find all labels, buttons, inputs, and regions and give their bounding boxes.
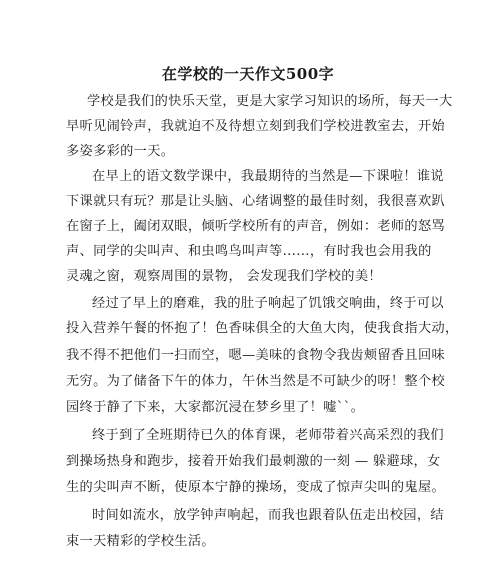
- paragraph-line: 投入营养午餐的怀抱了！色香味俱全的大鱼大肉，使我食指大动，: [66, 321, 459, 336]
- paragraph-line: 多姿多彩的一天。: [66, 144, 175, 159]
- paragraph-line: 束一天精彩的学校生活。: [66, 534, 215, 549]
- paragraph-line: 我不得不把他们一扫而空，嗯—美味的食物令我齿颊留香且回味: [66, 348, 446, 363]
- paragraph-line: 在早上的语文数学课中，我最期待的当然是—下课啦！谁说: [92, 169, 444, 184]
- paragraph-line: 在窗子上，阖闭双眼，倾听学校所有的声音，例如：老师的怒骂: [66, 219, 446, 234]
- paragraph-line: 学校是我们的快乐天堂，更是大家学习知识的场所，每天一大: [87, 94, 453, 109]
- paragraph-line: 园终于静了下来，大家都沉浸在梦乡里了！嘘``。: [66, 400, 365, 415]
- paragraph-line: 到操场热身和跑步，接着开始我们最刺激的一刻 — 躲避球，女: [66, 454, 441, 469]
- paragraph-line: 早听见闹铃声，我就迫不及待想立刻到我们学校进教室去，开始: [66, 119, 446, 134]
- paragraph-line: 声、同学的尖叫声、和虫鸣鸟叫声等......，有时我也会用我的: [66, 244, 432, 259]
- paragraph-line: 终于到了全班期待已久的体育课，老师带着兴高采烈的我们: [92, 428, 444, 443]
- paragraph-line: 生的尖叫声不断，使原本宁静的操场，变成了惊声尖叫的鬼屋。: [66, 480, 446, 495]
- paragraph-line: 时间如流水，放学钟声响起，而我也跟着队伍走出校园，结: [92, 508, 444, 523]
- paragraph-line: 灵魂之窗，观察周围的景物， 会发现我们学校的美！: [66, 269, 382, 284]
- paragraph-line: 无穷。为了储备下午的体力，午休当然是不可缺少的呀！整个校: [66, 374, 446, 389]
- paragraph-line: 下课就只有玩？那是让头脑、心绪调整的最佳时刻，我很喜欢趴: [66, 194, 446, 209]
- document-title: 在学校的一天作文500字: [161, 65, 335, 83]
- paragraph-line: 经过了早上的磨难，我的肚子响起了饥饿交响曲，终于可以: [92, 296, 444, 311]
